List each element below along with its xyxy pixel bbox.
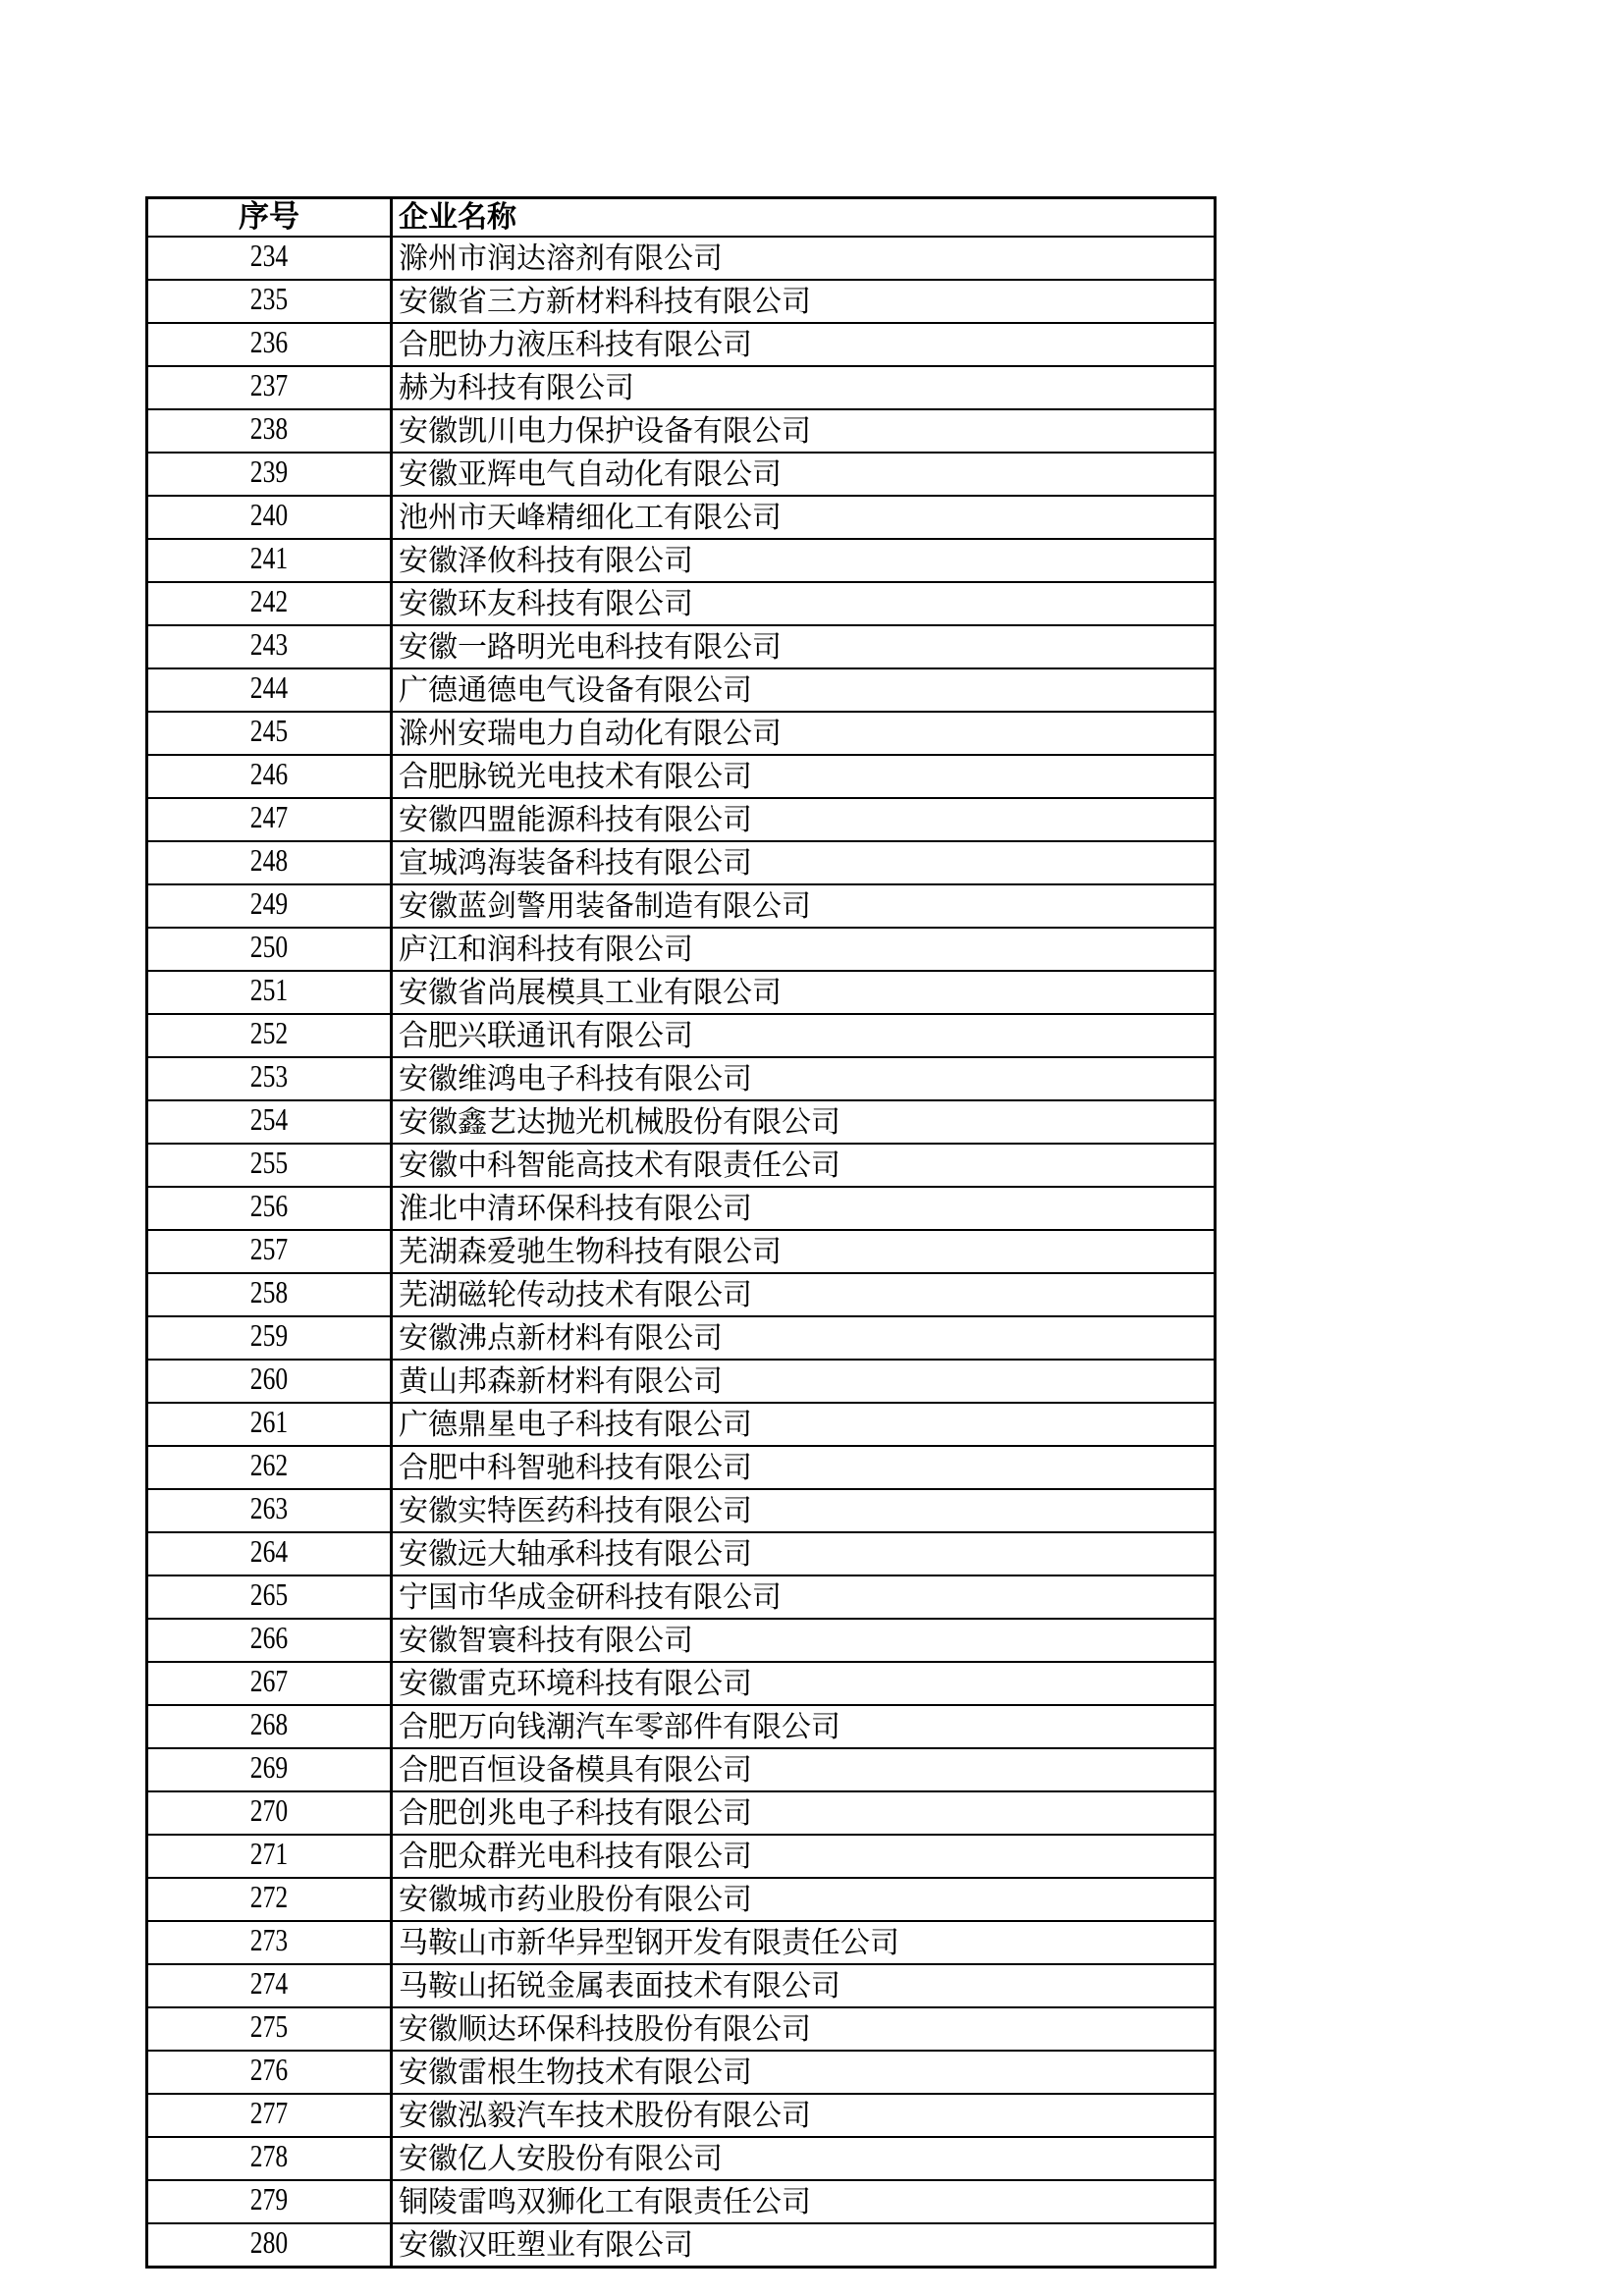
row-index: 254	[249, 1101, 289, 1137]
row-index: 265	[249, 1576, 289, 1612]
company-name: 合肥众群光电科技有限公司	[392, 1835, 1216, 1878]
table-row	[147, 1446, 1216, 1489]
row-index-cell	[147, 1057, 392, 1100]
header-company-name: 企业名称	[392, 198, 1216, 238]
company-name: 芜湖磁轮传动技术有限公司	[392, 1273, 1216, 1316]
row-index: 240	[249, 497, 289, 532]
company-name: 安徽远大轴承科技有限公司	[392, 1532, 1216, 1575]
row-index-cell	[147, 884, 392, 928]
row-index: 262	[249, 1447, 289, 1482]
row-index-cell	[147, 496, 392, 539]
row-index-cell	[147, 2007, 392, 2051]
row-index-cell	[147, 366, 392, 409]
company-name: 铜陵雷鸣双狮化工有限责任公司	[392, 2180, 1216, 2223]
row-index-cell	[147, 1316, 392, 1360]
table-row	[147, 2094, 1216, 2137]
company-name: 合肥创兆电子科技有限公司	[392, 1791, 1216, 1835]
row-index: 264	[249, 1533, 289, 1569]
table-row	[147, 2137, 1216, 2180]
row-index: 277	[249, 2095, 289, 2130]
row-index-cell	[147, 668, 392, 712]
company-table	[145, 196, 1217, 2269]
table-row	[147, 625, 1216, 668]
row-index: 249	[249, 885, 289, 921]
row-index: 257	[249, 1231, 289, 1266]
company-name: 池州市天峰精细化工有限公司	[392, 496, 1216, 539]
row-index-cell	[147, 1273, 392, 1316]
row-index: 241	[249, 540, 289, 575]
row-index: 279	[249, 2181, 289, 2216]
company-name: 马鞍山市新华异型钢开发有限责任公司	[392, 1921, 1216, 1964]
company-name: 安徽泽攸科技有限公司	[392, 539, 1216, 582]
row-index: 239	[249, 454, 289, 489]
table-row	[147, 1360, 1216, 1403]
company-name: 安徽四盟能源科技有限公司	[392, 798, 1216, 841]
row-index-cell	[147, 1403, 392, 1446]
table-row	[147, 237, 1216, 280]
company-name: 安徽中科智能高技术有限责任公司	[392, 1144, 1216, 1187]
row-index: 256	[249, 1188, 289, 1223]
table-row	[147, 1662, 1216, 1705]
table-row	[147, 1100, 1216, 1144]
table-row	[147, 1187, 1216, 1230]
company-name: 安徽凯川电力保护设备有限公司	[392, 409, 1216, 453]
row-index-cell	[147, 1921, 392, 1964]
row-index-cell	[147, 1575, 392, 1619]
company-name: 安徽沸点新材料有限公司	[392, 1316, 1216, 1360]
table-row	[147, 582, 1216, 625]
table-row	[147, 1705, 1216, 1748]
row-index: 276	[249, 2052, 289, 2087]
row-index-cell	[147, 2180, 392, 2223]
table-row	[147, 1489, 1216, 1532]
row-index: 243	[249, 626, 289, 662]
company-name: 宁国市华成金研科技有限公司	[392, 1575, 1216, 1619]
company-name: 安徽泓毅汽车技术股份有限公司	[392, 2094, 1216, 2137]
row-index: 271	[249, 1836, 289, 1871]
table-row	[147, 280, 1216, 323]
row-index: 234	[249, 238, 289, 273]
table-row	[147, 323, 1216, 366]
row-index: 275	[249, 2008, 289, 2044]
row-index-cell	[147, 1014, 392, 1057]
row-index: 263	[249, 1490, 289, 1525]
company-name: 广德鼎星电子科技有限公司	[392, 1403, 1216, 1446]
table-row	[147, 1316, 1216, 1360]
company-name: 安徽一路明光电科技有限公司	[392, 625, 1216, 668]
row-index: 278	[249, 2138, 289, 2173]
table-row	[147, 539, 1216, 582]
table-row	[147, 971, 1216, 1014]
table-body	[147, 237, 1216, 2268]
row-index: 242	[249, 583, 289, 618]
table-row	[147, 2051, 1216, 2094]
row-index: 258	[249, 1274, 289, 1309]
row-index-cell	[147, 1489, 392, 1532]
row-index: 238	[249, 410, 289, 446]
row-index-cell	[147, 1100, 392, 1144]
table-row	[147, 496, 1216, 539]
table-row	[147, 1619, 1216, 1662]
table-row	[147, 1964, 1216, 2007]
row-index-cell	[147, 755, 392, 798]
company-name: 宣城鸿海装备科技有限公司	[392, 841, 1216, 884]
company-name: 安徽实特医药科技有限公司	[392, 1489, 1216, 1532]
row-index: 266	[249, 1620, 289, 1655]
company-name: 合肥百恒设备模具有限公司	[392, 1748, 1216, 1791]
row-index-cell	[147, 625, 392, 668]
table-row	[147, 453, 1216, 496]
table-row	[147, 1878, 1216, 1921]
company-name: 赫为科技有限公司	[392, 366, 1216, 409]
table-row	[147, 884, 1216, 928]
row-index: 272	[249, 1879, 289, 1914]
row-index: 246	[249, 756, 289, 791]
company-name: 安徽亚辉电气自动化有限公司	[392, 453, 1216, 496]
row-index-cell	[147, 1619, 392, 1662]
table-row	[147, 712, 1216, 755]
table-row	[147, 1144, 1216, 1187]
row-index: 259	[249, 1317, 289, 1353]
row-index: 255	[249, 1145, 289, 1180]
company-name: 合肥脉锐光电技术有限公司	[392, 755, 1216, 798]
table-row	[147, 1532, 1216, 1575]
table-row	[147, 2007, 1216, 2051]
row-index-cell	[147, 1532, 392, 1575]
table-row	[147, 1835, 1216, 1878]
row-index-cell	[147, 323, 392, 366]
company-name: 安徽环友科技有限公司	[392, 582, 1216, 625]
row-index-cell	[147, 1791, 392, 1835]
row-index-cell	[147, 841, 392, 884]
row-index-cell	[147, 1878, 392, 1921]
row-index: 269	[249, 1749, 289, 1785]
row-index: 250	[249, 929, 289, 964]
company-name: 安徽城市药业股份有限公司	[392, 1878, 1216, 1921]
row-index: 245	[249, 713, 289, 748]
row-index-cell	[147, 1835, 392, 1878]
row-index-cell	[147, 1230, 392, 1273]
table-row	[147, 755, 1216, 798]
row-index: 253	[249, 1058, 289, 1094]
company-name: 马鞍山拓锐金属表面技术有限公司	[392, 1964, 1216, 2007]
company-name: 黄山邦森新材料有限公司	[392, 1360, 1216, 1403]
table-row	[147, 1921, 1216, 1964]
table-header-row	[147, 198, 1216, 238]
row-index: 273	[249, 1922, 289, 1957]
row-index: 261	[249, 1404, 289, 1439]
company-name: 安徽维鸿电子科技有限公司	[392, 1057, 1216, 1100]
row-index-cell	[147, 1144, 392, 1187]
row-index-cell	[147, 582, 392, 625]
company-name: 安徽亿人安股份有限公司	[392, 2137, 1216, 2180]
company-name: 合肥协力液压科技有限公司	[392, 323, 1216, 366]
company-name: 安徽蓝剑警用装备制造有限公司	[392, 884, 1216, 928]
row-index-cell	[147, 712, 392, 755]
row-index-cell	[147, 1748, 392, 1791]
company-name: 滁州安瑞电力自动化有限公司	[392, 712, 1216, 755]
row-index-cell	[147, 928, 392, 971]
row-index: 270	[249, 1792, 289, 1828]
row-index: 235	[249, 281, 289, 316]
row-index-cell	[147, 1187, 392, 1230]
table-row	[147, 668, 1216, 712]
table-row	[147, 1057, 1216, 1100]
table-row	[147, 1230, 1216, 1273]
table-row	[147, 1014, 1216, 1057]
header-index: 序号	[147, 198, 392, 238]
company-name: 合肥万向钱潮汽车零部件有限公司	[392, 1705, 1216, 1748]
table-row	[147, 1791, 1216, 1835]
row-index: 247	[249, 799, 289, 834]
company-name: 安徽智寰科技有限公司	[392, 1619, 1216, 1662]
row-index-cell	[147, 2137, 392, 2180]
company-name: 庐江和润科技有限公司	[392, 928, 1216, 971]
row-index: 268	[249, 1706, 289, 1741]
table-row	[147, 928, 1216, 971]
row-index-cell	[147, 409, 392, 453]
table-row	[147, 1748, 1216, 1791]
table-row	[147, 1273, 1216, 1316]
row-index: 237	[249, 367, 289, 402]
table-row	[147, 1403, 1216, 1446]
row-index-cell	[147, 1446, 392, 1489]
row-index-cell	[147, 453, 392, 496]
row-index-cell	[147, 2223, 392, 2268]
company-name: 安徽鑫艺达抛光机械股份有限公司	[392, 1100, 1216, 1144]
company-name: 安徽雷克环境科技有限公司	[392, 1662, 1216, 1705]
row-index: 244	[249, 669, 289, 705]
row-index-cell	[147, 2051, 392, 2094]
company-name: 安徽省三方新材料科技有限公司	[392, 280, 1216, 323]
row-index-cell	[147, 280, 392, 323]
row-index-cell	[147, 971, 392, 1014]
table-row	[147, 409, 1216, 453]
row-index-cell	[147, 1360, 392, 1403]
company-name: 安徽省尚展模具工业有限公司	[392, 971, 1216, 1014]
company-name: 安徽顺达环保科技股份有限公司	[392, 2007, 1216, 2051]
row-index-cell	[147, 1705, 392, 1748]
company-name: 广德通德电气设备有限公司	[392, 668, 1216, 712]
row-index-cell	[147, 237, 392, 280]
company-name: 芜湖森爱驰生物科技有限公司	[392, 1230, 1216, 1273]
company-name: 合肥中科智驰科技有限公司	[392, 1446, 1216, 1489]
row-index: 260	[249, 1361, 289, 1396]
row-index: 248	[249, 842, 289, 878]
row-index: 236	[249, 324, 289, 359]
row-index: 280	[249, 2224, 289, 2260]
table-row	[147, 366, 1216, 409]
table-row	[147, 2180, 1216, 2223]
company-name: 淮北中清环保科技有限公司	[392, 1187, 1216, 1230]
row-index: 251	[249, 972, 289, 1007]
table-row	[147, 1575, 1216, 1619]
row-index: 252	[249, 1015, 289, 1050]
row-index-cell	[147, 2094, 392, 2137]
row-index-cell	[147, 1964, 392, 2007]
table-row	[147, 2223, 1216, 2268]
row-index: 267	[249, 1663, 289, 1698]
company-name: 合肥兴联通讯有限公司	[392, 1014, 1216, 1057]
table-row	[147, 841, 1216, 884]
row-index-cell	[147, 798, 392, 841]
row-index-cell	[147, 539, 392, 582]
row-index-cell	[147, 1662, 392, 1705]
table-row	[147, 798, 1216, 841]
company-name: 滁州市润达溶剂有限公司	[392, 237, 1216, 280]
row-index: 274	[249, 1965, 289, 2001]
company-name: 安徽雷根生物技术有限公司	[392, 2051, 1216, 2094]
company-name: 安徽汉旺塑业有限公司	[392, 2223, 1216, 2268]
